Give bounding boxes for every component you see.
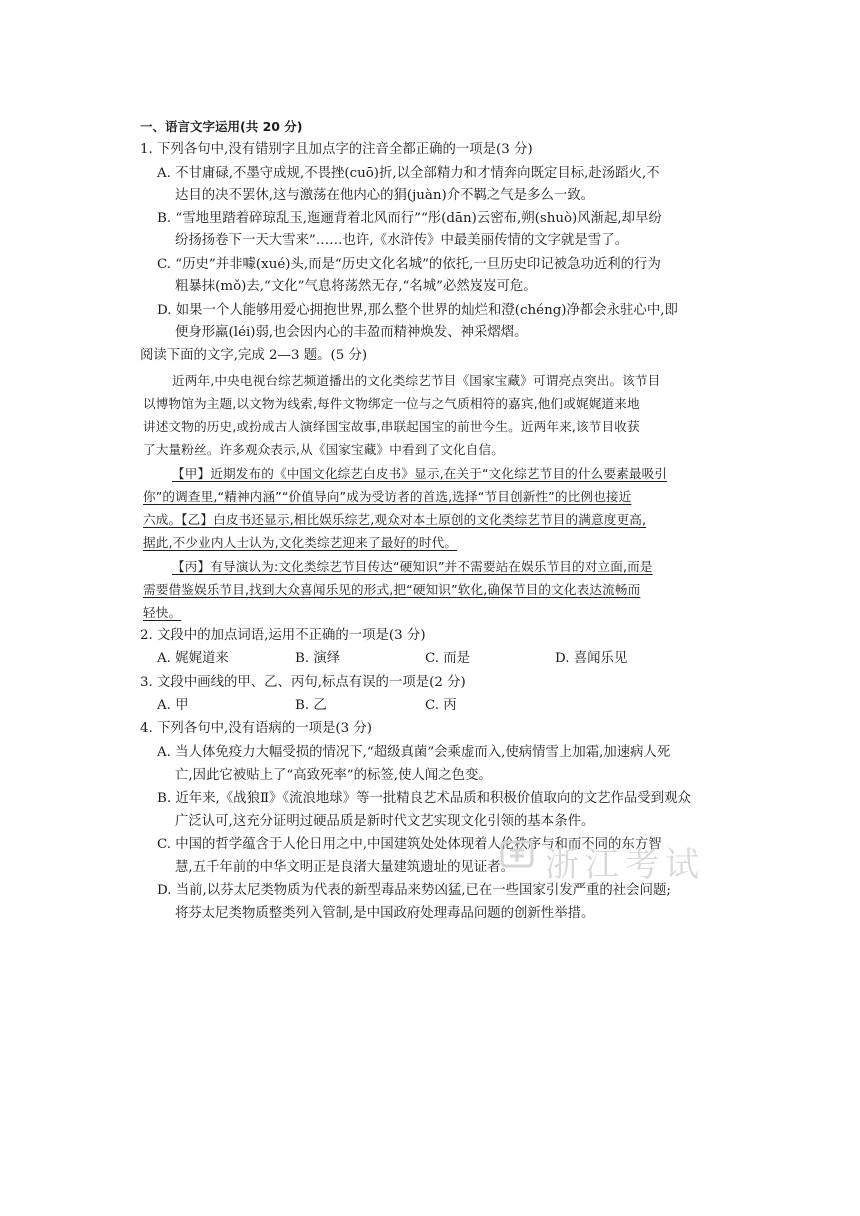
q4-option-b-line1: B. 近年来,《战狼Ⅱ》《流浪地球》等一批精良艺术品质和积极价值取向的文艺作品受到观众	[157, 791, 691, 806]
q1-option-a-line1: A. 不甘庸碌,不墨守成规,不畏挫(cuō)折,以全部精力和才情奔向既定目标,赴汤蹈火,不	[157, 166, 660, 181]
passage-p3-line1: 【丙】有导演认为:文化类综艺节目传达“硬知识”并不需要站在娱乐节目的对立面,而是	[172, 559, 653, 574]
reading-intro: 阅读下面的文字,完成 2—3 题。(5 分)	[140, 348, 368, 363]
passage-p2-line3: 六成。【乙】白皮书还显示,相比娱乐综艺,观众对本土原创的文化类综艺节目的满意度更高,	[143, 512, 647, 527]
q1-option-d-line2: 便身形羸(léi)弱,也会因内心的丰盈而精神焕发、神采熠熠。	[175, 325, 528, 340]
watermark-logo-icon	[500, 838, 542, 870]
q1-option-b-line1: B. “雪地里踏着碎琼乱玉,迤逦背着北风而行”“彤(dān)云密布,朔(shuò)风渐起,却早纷	[157, 211, 662, 226]
q3-option-b: B. 乙	[295, 698, 327, 713]
q1-stem: 1. 下列各句中,没有错别字且加点字的注音全都正确的一项是(3 分)	[140, 142, 533, 157]
watermark-text: 浙江考试	[545, 845, 705, 885]
q2-option-c: C. 而是	[425, 651, 471, 666]
q2-option-b: B. 演绎	[295, 651, 341, 666]
q2-option-a: A. 娓娓道来	[157, 651, 229, 666]
q3-option-c: C. 丙	[425, 698, 457, 713]
q4-option-a-line1: A. 当人体免疫力大幅受损的情况下,“超级真菌”会乘虚而入,使病情雪上加霜,加速病人死	[157, 745, 671, 760]
q1-option-c-line1: C. “历史”并非噱(xué)头,而是“历史文化名城”的依托,一旦历史印记被急功近利的行为	[157, 257, 661, 272]
q3-option-a: A. 甲	[157, 698, 189, 713]
q1-option-c-line2: 粗暴抹(mǒ)去,“文化”气息将荡然无存,“名城”必然岌岌可危。	[175, 279, 537, 294]
passage-p1-line3: 讲述文物的历史,或扮成古人演绎国宝故事,串联起国宝的前世今生。近两年来,该节目收获	[143, 419, 640, 434]
q2-option-d: D. 喜闻乐见	[555, 651, 628, 666]
passage-p2-line1: 【甲】近期发布的《中国文化综艺白皮书》显示,在关于“文化综艺节目的什么要素最吸引	[172, 466, 668, 481]
q3-stem: 3. 文段中画线的甲、乙、丙句,标点有误的一项是(2 分)	[140, 675, 466, 690]
passage-p3-line2: 需要借鉴娱乐节目,找到大众喜闻乐见的形式,把“硬知识”软化,确保节目的文化表达流畅而	[143, 582, 641, 597]
q2-stem: 2. 文段中的加点词语,运用不正确的一项是(3 分)	[140, 628, 426, 643]
passage-p2-line4: 据此,不少业内人士认为,文化类综艺迎来了最好的时代。	[143, 535, 458, 550]
passage-p1-line1: 近两年,中央电视台综艺频道播出的文化类综艺节目《国家宝藏》可谓亮点突出。该节目	[172, 373, 661, 388]
q4-option-d-line2: 将芬太尼类物质整类列入管制,是中国政府处理毒品问题的创新性举措。	[175, 906, 595, 921]
q4-stem: 4. 下列各句中,没有语病的一项是(3 分)	[140, 721, 372, 736]
q4-option-d-line1: D. 当前,以芬太尼类物质为代表的新型毒品来势凶猛,已在一些国家引发严重的社会问题;	[157, 883, 671, 898]
section-title: 一、语言文字运用(共 20 分)	[140, 119, 303, 134]
q4-option-a-line2: 亡,因此它被贴上了“高致死率”的标签,使人闻之色变。	[175, 768, 492, 783]
q1-option-b-line2: 纷扬扬卷下一天大雪来”……也许,《水浒传》中最美丽传情的文字就是雪了。	[175, 233, 628, 248]
q4-option-c-line1: C. 中国的哲学蕴含于人伦日用之中,中国建筑处处体现着人伦秩序与和而不同的东方智	[157, 837, 662, 852]
q4-option-c-line2: 慧,五千年前的中华文明正是良渚大量建筑遗址的见证者。	[175, 860, 515, 875]
q1-option-d-line1: D. 如果一个人能够用爱心拥抱世界,那么整个世界的灿烂和澄(chéng)净都会永驻心中,即	[157, 303, 678, 318]
passage-p1-line4: 了大量粉丝。许多观众表示,从《国家宝藏》中看到了文化自信。	[143, 442, 504, 457]
q4-option-b-line2: 广泛认可,这充分证明过硬品质是新时代文艺实现文化引领的基本条件。	[175, 814, 595, 829]
passage-p3-line3: 轻快。	[143, 605, 182, 620]
passage-p2-line2: 你”的调查里,“精神内涵”“价值导向”成为受访者的首选,选择“节目创新性”的比例也接近	[143, 489, 632, 504]
passage-p1-line2: 以博物馆为主题,以文物为线索,每件文物绑定一位与之气质相符的嘉宾,他们或娓娓道来地	[143, 396, 640, 411]
q1-option-a-line2: 达目的决不罢休,这与激荡在他内心的狷(juàn)介不羁之气是多么一致。	[175, 188, 595, 203]
